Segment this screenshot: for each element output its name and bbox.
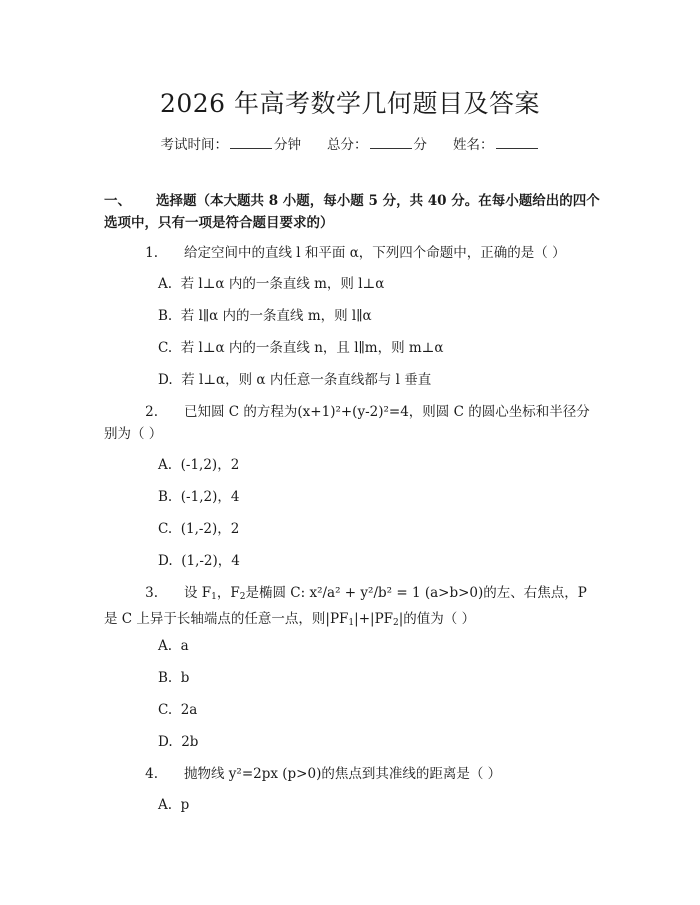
option-3d: D. 2b — [158, 734, 199, 750]
section-text: 选择题（本大题共 8 小题，每小题 5 分，共 40 分。在每小题给出的四个选项中，只有一项是符合题目要求的） — [104, 193, 600, 231]
question-text: 已知圆 C 的方程为(x+1)²+(y-2)²=4，则圆 C 的圆心坐标和半径分别为（ ） — [104, 404, 590, 442]
question-number: 4. — [145, 766, 158, 782]
option-2c: C. (1,-2)，2 — [158, 521, 240, 537]
section-heading — [104, 190, 604, 234]
option-3a: A. a — [158, 638, 189, 654]
question-number: 3. — [145, 585, 158, 601]
question-number: 1. — [145, 245, 158, 261]
page-title: 2026 年高考数学几何题目及答案 — [159, 89, 541, 118]
option-4a: A. p — [158, 797, 190, 813]
option-1d: D. 若 l⊥α，则 α 内任意一条直线都与 l 垂直 — [158, 372, 432, 388]
option-2b: B. (-1,2)，4 — [158, 489, 240, 505]
time-blank — [230, 136, 272, 149]
option-2d: D. (1,-2)，4 — [158, 553, 240, 569]
option-2a: A. (-1,2)，2 — [158, 457, 240, 473]
question-1 — [104, 242, 594, 264]
question-3 — [104, 582, 594, 634]
question-text: 设 $F_1$，$F_2$是椭圆 C: x²/a² + y²/b² = 1 (a>b>0)的左、右焦点，P 是 C 上异于长轴端点的任意一点，则$|PF_1|+|PF_2|$的值为（ ） — [104, 585, 587, 628]
question-text: 抛物线 y²=2px (p>0)的焦点到其准线的距离是（ ） — [184, 766, 502, 782]
time-unit: 分钟 — [274, 137, 301, 153]
score-label: 总分： — [327, 137, 368, 153]
option-3c: C. 2a — [158, 702, 198, 718]
option-1b: B. 若 l∥α 内的一条直线 m，则 l∥α — [158, 308, 372, 324]
option-3b: B. b — [158, 670, 190, 686]
option-1c: C. 若 l⊥α 内的一条直线 n，且 l∥m，则 m⊥α — [158, 340, 444, 356]
option-1a: A. 若 l⊥α 内的一条直线 m，则 l⊥α — [158, 276, 385, 292]
name-label: 姓名： — [453, 137, 494, 153]
time-label: 考试时间： — [160, 137, 228, 153]
question-text: 给定空间中的直线 l 和平面 α，下列四个命题中，正确的是（ ） — [184, 245, 566, 261]
question-number: 2. — [145, 404, 158, 420]
exam-info-line — [0, 133, 700, 153]
section-number: 一、 — [104, 193, 131, 209]
question-2 — [104, 401, 594, 445]
score-blank — [370, 136, 412, 149]
score-unit: 分 — [413, 137, 427, 153]
question-4 — [104, 763, 594, 785]
name-blank — [496, 136, 538, 149]
